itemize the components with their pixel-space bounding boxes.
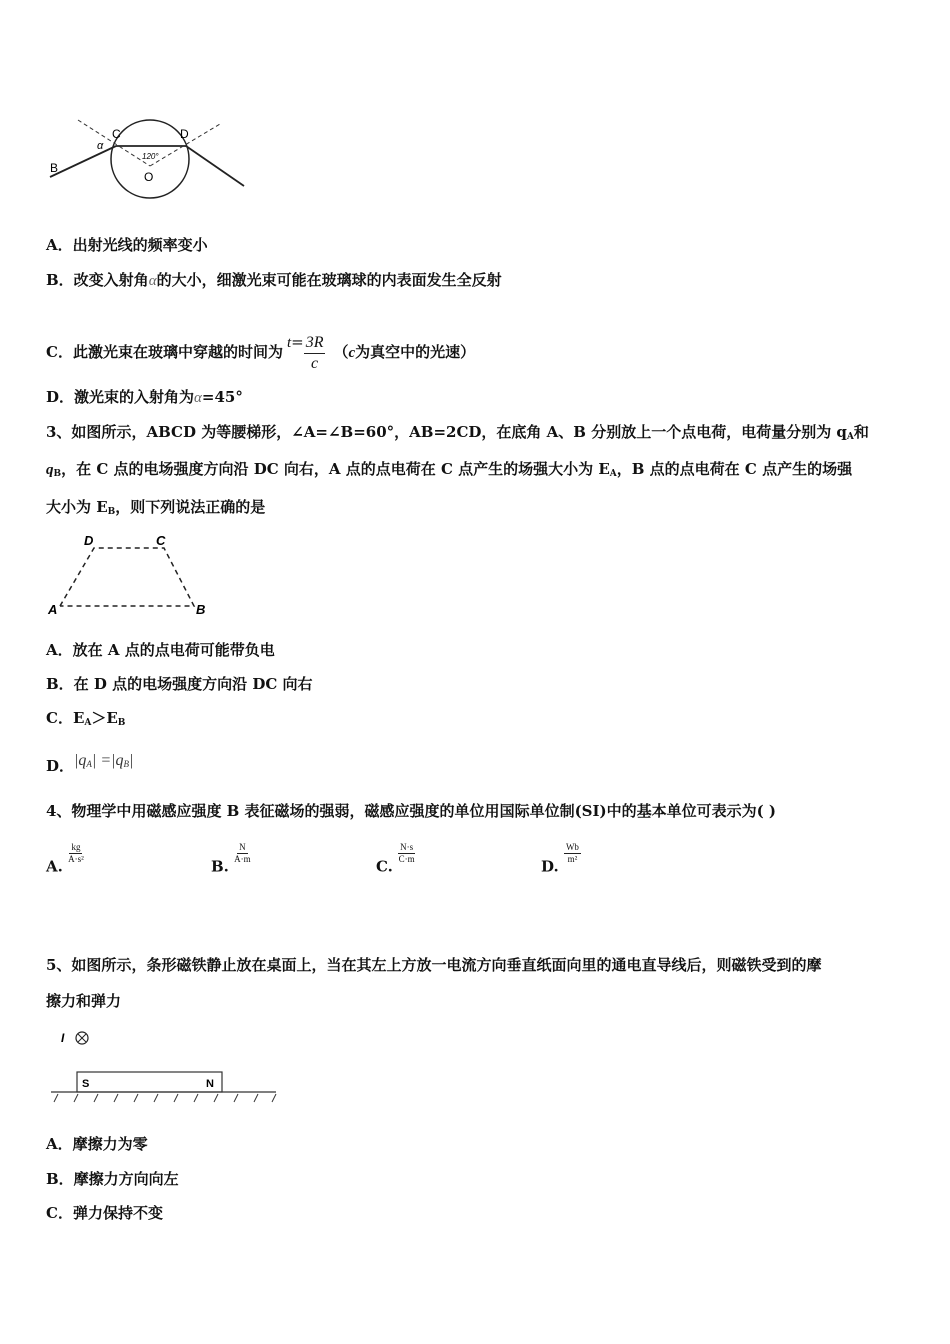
label-c: C — [112, 127, 121, 141]
formula-eq: = — [291, 333, 304, 351]
label-b: B — [196, 602, 206, 617]
text: 3、如图所示，ABCD 为等腰梯形，∠A=∠B=60°，AB=2CD，在底角 A、B 分别放上一个点电荷，电荷量分别为 q — [46, 423, 847, 441]
q2-option-b — [46, 270, 502, 291]
q3-option-d — [46, 745, 133, 781]
text: ，在 C 点的电场强度方向沿 DC 向右，A 点的点电荷在 C 点产生的场强大小为 E — [61, 460, 610, 478]
text: D. — [541, 857, 559, 876]
q2-option-d — [46, 387, 243, 408]
formula — [74, 752, 133, 769]
label-o: O — [144, 170, 154, 184]
text: D．激光束的入射角为 — [46, 388, 195, 406]
fraction — [68, 842, 84, 865]
text: B. — [211, 857, 229, 876]
fraction — [564, 842, 581, 865]
text: A·m — [234, 854, 251, 864]
q4-question: 4、物理学中用磁感应强度 B 表征磁场的强弱，磁感应强度的单位用国际单位制(SI)中的基本单位可表示为( ) — [46, 802, 777, 820]
text: B．改变入射角 — [46, 271, 149, 289]
text: 和 — [853, 423, 869, 441]
text: c — [348, 345, 356, 361]
text: A — [86, 759, 92, 769]
text: | =|q — [91, 752, 124, 769]
alpha-symbol: α — [194, 390, 202, 406]
text: C. — [376, 857, 393, 876]
q3-option-b: B．在 D 点的电场强度方向沿 DC 向右 — [46, 675, 313, 693]
q4-option-c — [376, 842, 415, 876]
formula-fraction — [304, 333, 326, 374]
label-s: S — [82, 1078, 90, 1090]
text: ，则下列说法正确的是 — [115, 498, 266, 516]
current-into-page-icon — [76, 1032, 88, 1044]
text: kg — [71, 842, 81, 852]
fraction — [234, 842, 251, 865]
text: B — [123, 759, 130, 769]
text: A — [846, 432, 854, 442]
text: A·s² — [68, 854, 84, 864]
text: | — [129, 752, 134, 769]
text: 大小为 E — [46, 498, 108, 516]
text: C·m — [398, 854, 415, 864]
text: B — [107, 507, 116, 517]
q5-question-line1: 5、如图所示，条形磁铁静止放在桌面上，当在其左上方放一电流方向垂直纸面向里的通电直导线后，则磁铁受到的摩 — [46, 956, 822, 974]
text: C．此激光束在玻璃中穿越的时间为 — [46, 343, 283, 361]
label-alpha: α — [97, 140, 104, 152]
q5-option-a: A．摩擦力为零 — [46, 1135, 148, 1153]
q5-option-c: C．弹力保持不变 — [46, 1204, 163, 1222]
q5-question-line2: 擦力和弹力 — [46, 992, 122, 1010]
q2-option-a: A．出射光线的频率变小 — [46, 236, 208, 254]
glass-sphere-diagram — [46, 104, 246, 209]
q4-option-a — [46, 842, 84, 876]
numerator: 3R — [304, 333, 326, 354]
alpha-symbol: α — [148, 273, 157, 289]
text: 为真空中的光速） — [355, 343, 476, 361]
text: D． — [46, 757, 75, 775]
label-d: D — [180, 127, 189, 141]
label-d: D — [84, 533, 94, 548]
trapezoid-diagram — [44, 530, 214, 620]
text: C．E — [46, 709, 85, 727]
text: B — [53, 469, 62, 479]
text: Wb — [565, 842, 579, 852]
q3-option-a: A．放在 A 点的点电荷可能带负电 — [46, 641, 275, 659]
label-i: I — [61, 1031, 65, 1045]
text: =45° — [201, 388, 243, 406]
q3-question-line1 — [46, 422, 869, 447]
label-a: A — [48, 602, 58, 617]
q4-option-d — [541, 842, 581, 876]
text: A — [609, 469, 617, 479]
label-angle: 120° — [142, 152, 159, 161]
q2-option-c — [46, 322, 475, 374]
text: A. — [46, 857, 63, 876]
q5-option-b: B．摩擦力方向向左 — [46, 1170, 179, 1188]
fraction — [398, 842, 415, 865]
bar-magnet — [77, 1072, 222, 1092]
q3-option-c — [46, 708, 125, 733]
q4-option-b — [211, 842, 251, 876]
text: （ — [333, 343, 349, 361]
text: B — [117, 718, 126, 728]
q3-question-line2 — [46, 459, 852, 484]
denominator: c — [311, 354, 319, 372]
text: m² — [567, 854, 578, 864]
text: 的大小，细激光束可能在玻璃球的内表面发生全反射 — [156, 271, 502, 289]
label-n: N — [206, 1078, 214, 1090]
text: ＞E — [91, 709, 118, 727]
q3-question-line3 — [46, 497, 265, 522]
label-b: B — [50, 161, 59, 175]
text: N·s — [400, 842, 414, 852]
text: q — [46, 462, 54, 478]
label-c: C — [156, 533, 166, 548]
text: N — [239, 842, 246, 852]
text: A — [84, 718, 92, 728]
formula-t: t — [286, 335, 292, 351]
text: |q — [74, 752, 87, 769]
text: ，B 点的点电荷在 C 点产生的场强 — [616, 460, 853, 478]
magnet-diagram — [46, 1024, 281, 1106]
